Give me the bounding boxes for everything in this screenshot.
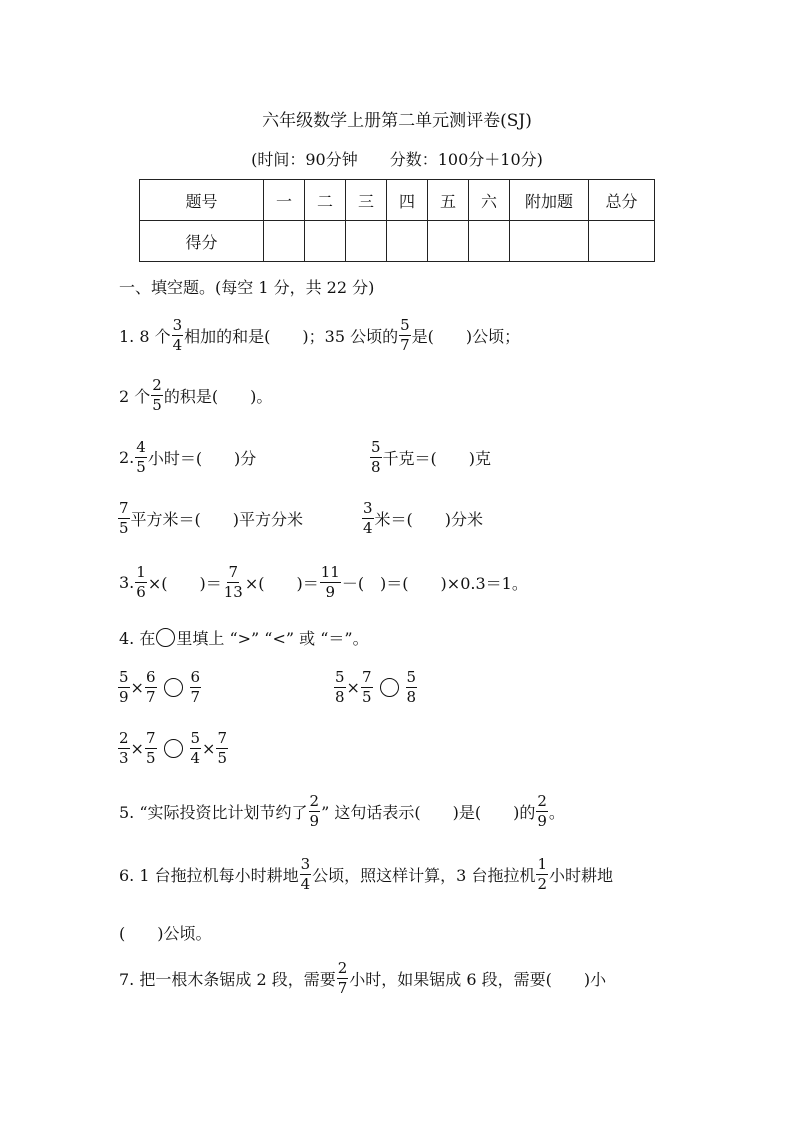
header-cell: 六 <box>469 180 510 221</box>
question-2a: 2. $\frac{4}{5}$ 小时＝( )分 <box>119 438 257 476</box>
compare-item: $\frac{2}{3}$ × $\frac{7}{5}$ $\frac{5}{4}$ × $\frac{7}{5}$ <box>119 729 227 767</box>
header-cell: 五 <box>428 180 469 221</box>
header-cell: 三 <box>346 180 387 221</box>
fraction: $\frac{1}{6}$ <box>136 563 146 601</box>
exam-info: (时间：90分钟 分数：100分＋10分) <box>251 150 543 169</box>
score-cell[interactable] <box>469 221 510 262</box>
header-cell: 二 <box>305 180 346 221</box>
fraction: $\frac{3}{4}$ <box>363 499 373 537</box>
fraction: $\frac{7}{13}$ <box>223 563 243 601</box>
question-2c: $\frac{7}{5}$ 平方米＝( )平方分米 <box>119 499 304 537</box>
question-7: 7. 把一根木条锯成 2 段，需要 $\frac{2}{7}$ 小时，如果锯成 6 段，需要( )小 <box>119 959 607 997</box>
fraction: $\frac{5}{7}$ <box>400 316 410 354</box>
fraction: $\frac{3}{4}$ <box>300 855 311 893</box>
fraction: $\frac{7}{5}$ <box>145 729 156 767</box>
question-3: 3. $\frac{1}{6}$ ×( )＝ $\frac{7}{13}$ ×( )＝ $\frac{11}{9}$ －( )＝( )×0.3＝1。 <box>119 563 528 601</box>
fraction: $\frac{3}{4}$ <box>172 316 183 354</box>
question-6-cont: ( )公顷。 <box>119 924 212 943</box>
compare-item: $\frac{5}{9}$ × $\frac{6}{7}$ $\frac{6}{7}$ <box>119 668 201 706</box>
fraction: $\frac{6}{7}$ <box>145 668 156 706</box>
answer-circle[interactable] <box>380 678 399 697</box>
fraction: $\frac{1}{2}$ <box>537 855 547 893</box>
question-1-cont: 2 个 $\frac{2}{5}$ 的积是( )。 <box>119 376 273 414</box>
fraction: $\frac{5}{8}$ <box>371 438 381 476</box>
fraction: $\frac{2}{7}$ <box>337 959 348 997</box>
fraction: $\frac{2}{9}$ <box>309 792 320 830</box>
score-cell[interactable] <box>264 221 305 262</box>
score-cell[interactable] <box>428 221 469 262</box>
score-cell[interactable] <box>305 221 346 262</box>
score-table <box>139 179 655 262</box>
question-1: 1. 8 个 $\frac{3}{4}$ 相加的和是( )；35 公顷的 $\frac{5}{7}$ 是( )公顷； <box>119 316 521 354</box>
table-row <box>140 221 655 262</box>
header-cell: 题号 <box>140 180 264 221</box>
answer-circle[interactable] <box>164 739 183 758</box>
score-cell[interactable] <box>589 221 655 262</box>
fraction: $\frac{5}{4}$ <box>190 729 201 767</box>
compare-item: $\frac{5}{8}$ × $\frac{7}{5}$ $\frac{5}{8}$ <box>335 668 417 706</box>
fraction: $\frac{2}{5}$ <box>152 376 162 414</box>
fraction: $\frac{7}{5}$ <box>119 499 129 537</box>
page-title: 六年级数学上册第二单元测评卷(SJ) <box>262 111 532 131</box>
fraction: $\frac{11}{9}$ <box>320 563 340 601</box>
question-4: 4. 在 里填上 “>” “<” 或 “＝”。 <box>119 629 369 648</box>
answer-circle[interactable] <box>164 678 183 697</box>
fraction: $\frac{7}{5}$ <box>361 668 372 706</box>
score-cell[interactable] <box>387 221 428 262</box>
circle-icon <box>156 628 175 647</box>
header-cell: 附加题 <box>510 180 589 221</box>
fraction: $\frac{7}{5}$ <box>217 729 227 767</box>
question-5: 5. “实际投资比计划节约了 $\frac{2}{9}$ ” 这句话表示( )是( )的 $\frac{2}{9}$ 。 <box>119 792 565 830</box>
fraction: $\frac{5}{8}$ <box>335 668 345 706</box>
fraction: $\frac{5}{8}$ <box>406 668 417 706</box>
table-header-row <box>140 180 655 221</box>
question-6: 6. 1 台拖拉机每小时耕地 $\frac{3}{4}$ 公顷，照这样计算，3 台拖拉机 $\frac{1}{2}$ 小时耕地 <box>119 855 614 893</box>
score-cell[interactable] <box>510 221 589 262</box>
fraction: $\frac{2}{9}$ <box>537 792 547 830</box>
header-cell: 四 <box>387 180 428 221</box>
header-cell: 总分 <box>589 180 655 221</box>
fraction: $\frac{2}{3}$ <box>119 729 129 767</box>
header-cell: 一 <box>264 180 305 221</box>
row-label: 得分 <box>140 221 264 262</box>
question-2d: $\frac{3}{4}$ 米＝( )分米 <box>363 499 484 537</box>
score-cell[interactable] <box>346 221 387 262</box>
fraction: $\frac{4}{5}$ <box>136 438 146 476</box>
question-2b: $\frac{5}{8}$ 千克＝( )克 <box>371 438 492 476</box>
fraction: $\frac{6}{7}$ <box>190 668 201 706</box>
fraction: $\frac{5}{9}$ <box>119 668 129 706</box>
section-heading: 一、填空题。(每空 1 分，共 22 分) <box>119 278 375 297</box>
